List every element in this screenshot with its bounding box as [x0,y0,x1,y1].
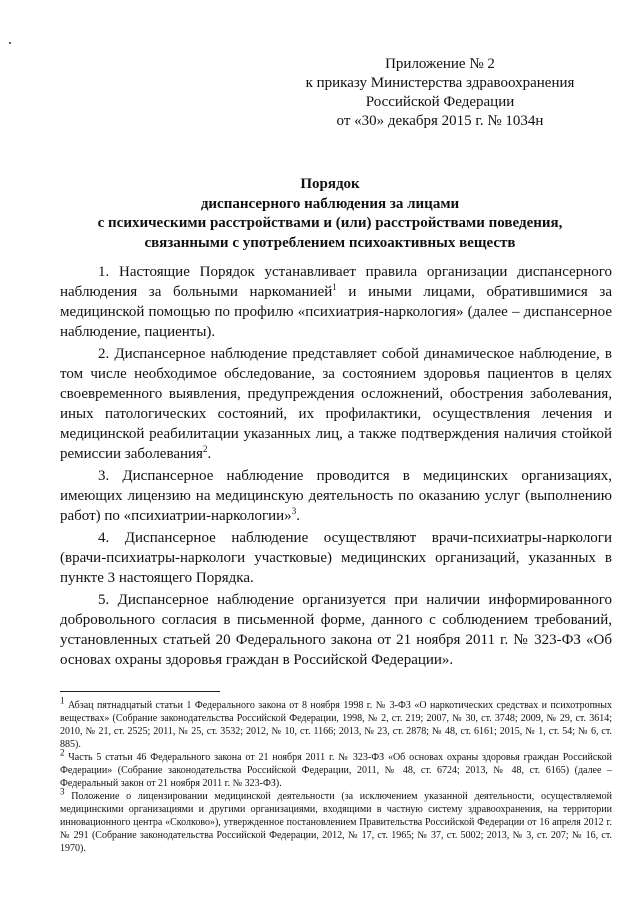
scan-speck [9,42,11,44]
paragraph-text: . [207,446,212,462]
document-body [60,262,612,672]
footnotes [60,695,612,855]
header-line: к приказу Министерства здравоохранения [305,75,575,91]
paragraph-text: 1. Настоящие Порядок устанавливает правила организации диспансерного наблюдения за больными наркоманией [60,264,612,300]
footnote-ref: 2 [202,444,208,454]
footnote-2 [60,747,612,790]
footnote-1 [60,695,612,751]
paragraph-text: и иными лицами, обратившимися за медицинской помощью по профилю «психиатрия-наркология» (далее – диспансерное наблюдение, пациенты). [60,284,612,340]
appendix-header [290,55,590,131]
title-line: связанными с употреблением психоактивных веществ [144,234,516,251]
paragraph-5: 5. Диспансерное наблюдение организуется при наличии информированного добровольного согласия в письменной форме, данного с соблюдением требований, установленных статьей 20 Федерального закона от 21 ноября 2011 г. № 323-ФЗ «Об основах охраны здоровья граждан в Российской Федерации». [60,592,612,668]
paragraph-3 [60,466,612,526]
header-line: от «30» декабря 2015 г. № 1034н [336,113,544,129]
footnote-number: 1 [60,695,65,706]
footnote-ref: 3 [291,506,297,516]
footnote-ref: 1 [332,282,337,292]
header-line: Российской Федерации [365,94,515,110]
paragraph-4: 4. Диспансерное наблюдение осуществляют врачи-психиатры-наркологи (врачи-психиатры-наркологи участковые) медицинских организаций, указанных в пункте 3 настоящего Порядка. [60,530,612,586]
paragraph-text: . [296,508,300,524]
title-line: диспансерного наблюдения за лицами [200,195,460,212]
title-line: Порядок [300,176,360,192]
paragraph-text: 2. Диспансерное наблюдение представляет собой динамическое наблюдение, в том числе необходимое обследование, за состоянием здоровья пациентов в целях своевременного выявления, предупреждения осложнений, обострения заболевания, иных патологических состояний, их профилактики, осуществления лечения и медицинской реабилитации указанных лиц, а также подтверждения наличия стойкой ремиссии заболевания [60,346,612,462]
paragraph-text: 3. Диспансерное наблюдение проводится в медицинских организациях, имеющих лицензию на медицинскую деятельность по оказанию услуг (выполнению работ) по «психиатрии-наркологии» [60,468,612,524]
footnote-divider [60,691,220,692]
header-line: Приложение № 2 [385,56,495,72]
paragraph-1 [60,262,612,342]
footnote-text: Абзац пятнадцатый статьи 1 Федерального закона от 8 ноября 1998 г. № 3-ФЗ «О наркотических средствах и психотропных веществах» (Собрание законодательства Российской Федерации, 1998, № 2, ст. 219; 2007, № 30, ст. 3748; 2009, № 29, ст. 3614; 2010, № 21, ст. 2525; 2011, № 25, ст. 3532; 2012, № 10, ст. 1166; 2013, № 23, ст. 2878; № 48, ст. 6161; 2015, № 1, ст. 54; № 6, ст. 885). [60,700,612,750]
footnote-number: 2 [60,747,65,758]
document-title [40,175,620,253]
footnote-3 [60,786,612,855]
footnote-number: 3 [60,786,65,797]
footnote-text: Положение о лицензировании медицинской деятельности (за исключением указанной деятельности, осуществляемой медицинскими организациями и другими организациями, входящими в частную систему здравоохранения, на территории инновационного центра «Сколково»), утвержденное постановлением Правительства Российской Федерации от 16 апреля 2012 г. № 291 (Собрание законодательства Российской Федерации, 2012, № 17, ст. 1965; № 37, ст. 5002; 2013, № 3, ст. 207; № 16, ст. 1970). [60,791,612,854]
title-line: с психическими расстройствами и (или) расстройствами поведения, [97,215,563,231]
footnote-text: Часть 5 статьи 46 Федерального закона от 21 ноября 2011 г. № 323-ФЗ «Об основах охраны здоровья граждан Российской Федерации» (Собрание законодательства Российской Федерации, 2011, № 48, ст. 6724; 2013, № 48, ст. 6165) (далее – Федеральный закон от 21 ноября 2011 г. № 323-ФЗ). [60,752,612,789]
paragraph-2 [60,344,612,464]
